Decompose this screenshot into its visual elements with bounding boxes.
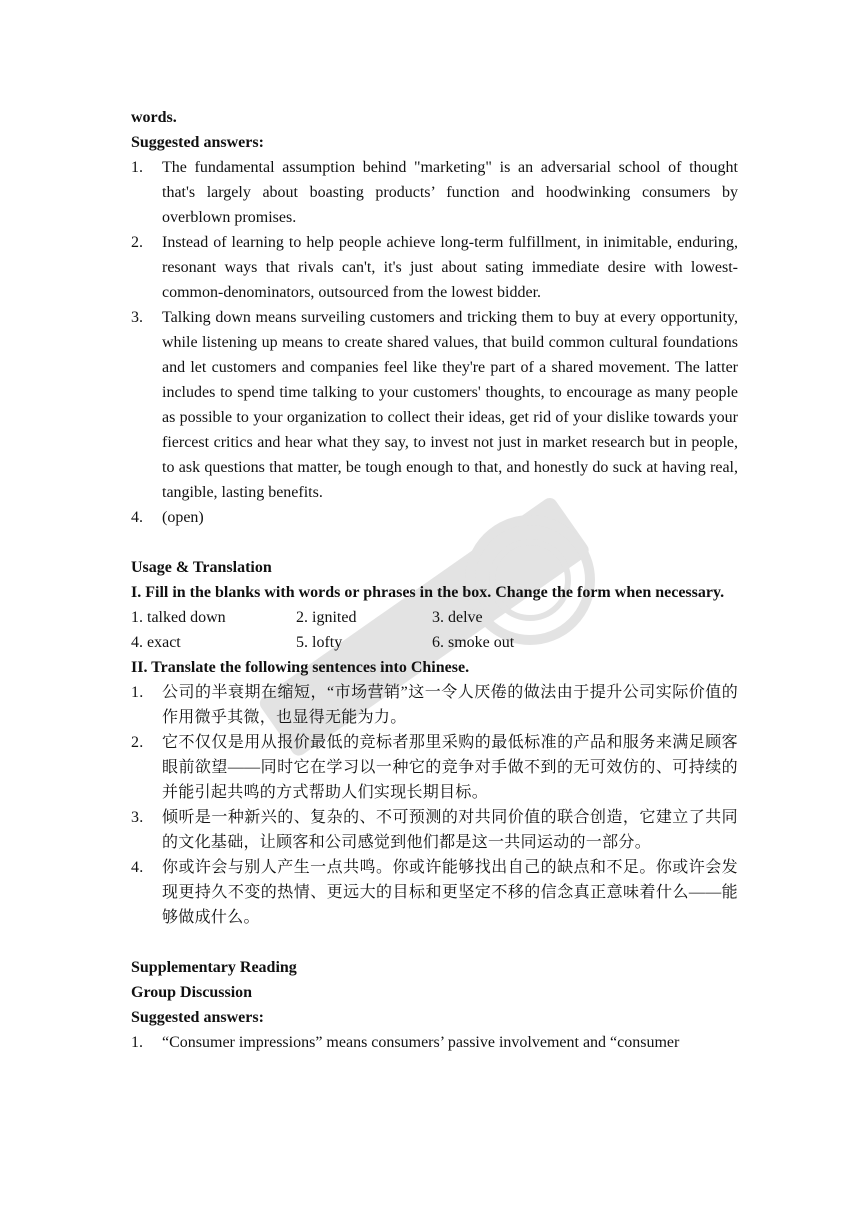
fill-blanks-answers — [131, 605, 738, 655]
answer-item: 2. ignited — [296, 609, 357, 626]
list-item: 2. 它不仅仅是用从报价最低的竞标者那里采购的最低标准的产品和服务来满足顾客眼前欲望——同时它在学习以一种它的竞争对手做不到的无可效仿的、可持续的并能引起共鸣的方式帮助人们实现长期目标。 — [131, 734, 738, 801]
suggested-answers-heading-2: Suggested answers: — [131, 1009, 264, 1026]
translation-list — [131, 680, 738, 930]
suggested-answers-list — [131, 155, 738, 530]
list-item: 4. (open) — [131, 509, 204, 526]
list-item: 2. Instead of learning to help people achieve long-term fulfillment, in inimitable, enduring, resonant ways that rivals can't, it's just about sating immediate desire with lowest-common-denominators, outsourced from the lowest bidder. — [131, 234, 738, 301]
answer-item: 4. exact — [131, 634, 181, 651]
list-item: 4. 你或许会与别人产生一点共鸣。你或许能够找出自己的缺点和不足。你或许会发现更持久不变的热情、更远大的目标和更坚定不移的信念真正意味着什么——能够做成什么。 — [131, 859, 738, 926]
discussion-answers-list — [131, 1030, 738, 1055]
list-item: 1. “Consumer impressions” means consumers’ passive involvement and “consumer — [131, 1034, 680, 1051]
group-discussion-heading: Group Discussion — [131, 984, 253, 1001]
answer-item: 6. smoke out — [432, 634, 515, 651]
fill-blanks-heading: I. Fill in the blanks with words or phrases in the box. Change the form when necessary. — [131, 584, 725, 601]
supplementary-reading-heading: Supplementary Reading — [131, 959, 297, 976]
intro-word: words. — [131, 109, 177, 126]
answer-item: 5. lofty — [296, 634, 343, 651]
list-item: 3. Talking down means surveiling customers and tricking them to buy at every opportunity, while listening up means to create shared values, that build common cultural foundations and let customers and companies feel like they're part of a shared movement. The latter includes to spend time talking to your customers' thoughts, to encourage as many people as possible to your organization to collect their ideas, get rid of your dislike towards your fiercest critics and hear what they say, to invest not just in market research but in people, to ask questions that matter, be tough enough to that, and honestly do suck at having real, tangible, lasting benefits. — [131, 309, 738, 501]
usage-translation-heading: Usage & Translation — [131, 559, 272, 576]
suggested-answers-heading: Suggested answers: — [131, 134, 264, 151]
answer-item: 3. delve — [432, 609, 483, 626]
list-item: 1. 公司的半衰期在缩短，“市场营销”这一令人厌倦的做法由于提升公司实际价值的作用微乎其微，也显得无能为力。 — [131, 684, 738, 726]
list-item: 1. The fundamental assumption behind "marketing" is an adversarial school of thought that's largely about boasting products’ function and hoodwinking consumers by overblown promises. — [131, 159, 738, 226]
translate-heading: II. Translate the following sentences into Chinese. — [131, 659, 470, 676]
answer-item: 1. talked down — [131, 609, 226, 626]
list-item: 3. 倾听是一种新兴的、复杂的、不可预测的对共同价值的联合创造，它建立了共同的文化基础，让顾客和公司感觉到他们都是这一共同运动的一部分。 — [131, 809, 738, 851]
document-page — [131, 105, 738, 1055]
